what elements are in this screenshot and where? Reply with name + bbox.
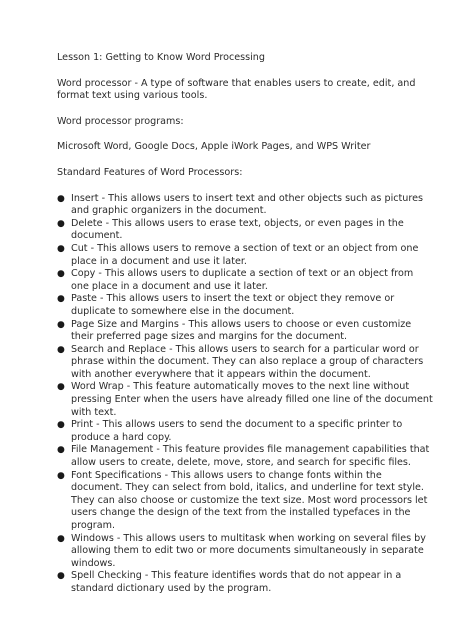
feature-text: Word Wrap - This feature automatically moves to the next line without pressing Enter when the users have already filled one line of the document with text.: [71, 381, 433, 418]
list-item: [57, 192, 434, 218]
features-heading: Standard Features of Word Processors:: [57, 166, 243, 178]
feature-text: Windows - This allows users to multitask when working on several files by allowing them to edit two or more documents simultaneously in separate windows.: [71, 532, 426, 569]
list-item: [57, 318, 434, 344]
feature-text: File Management - This feature provides file management capabilities that allow users to create, delete, move, store, and search for specific files.: [71, 444, 430, 469]
list-item: [57, 343, 434, 382]
bullet-icon: ●: [57, 533, 65, 544]
programs-heading: Word processor programs:: [57, 115, 184, 127]
lesson-title: Lesson 1: Getting to Know Word Processing: [57, 52, 265, 63]
list-item: [57, 268, 434, 293]
word-processor-definition: Word processor - A type of software that enables users to create, edit, and format text using various tools.: [57, 77, 416, 102]
bullet-icon: ●: [57, 269, 65, 280]
feature-text: Delete - This allows users to erase text, objects, or even pages in the document.: [71, 217, 404, 242]
feature-text: Font Specifications - This allows users to change fonts within the document. They can select from bold, italics, and underline for text style. They can also choose or customize the text size. Most word processors let users change the design of the text from the installed typefaces in the program.: [71, 469, 428, 531]
bullet-icon: ●: [57, 294, 65, 305]
feature-text: Copy - This allows users to duplicate a section of text or an object from one place in a document and use it later.: [71, 268, 414, 292]
bullet-icon: ●: [57, 344, 65, 355]
list-item: [57, 293, 434, 318]
feature-text: Search and Replace - This allows users to search for a particular word or phrase within the document. They can also replace a group of characters with another everywhere that it appears within the document.: [71, 343, 424, 380]
feature-text: Paste - This allows users to insert the text or object they remove or duplicate to somewhere else in the document.: [71, 293, 395, 317]
list-item: [57, 242, 434, 268]
feature-text: Spell Checking - This feature identifies words that do not appear in a standard dictionary used by the program.: [71, 570, 402, 594]
bullet-icon: ●: [57, 243, 65, 254]
feature-text: Insert - This allows users to insert text and other objects such as pictures and graphic organizers in the document.: [71, 192, 423, 217]
list-item: [57, 444, 434, 469]
bullet-icon: ●: [57, 218, 65, 229]
bullet-icon: ●: [57, 445, 65, 456]
feature-text: Cut - This allows users to remove a section of text or an object from one place in a document and use it later.: [71, 242, 419, 267]
bullet-icon: ●: [57, 571, 65, 582]
bullet-icon: ●: [57, 470, 65, 481]
features-list: [57, 193, 434, 596]
bullet-icon: ●: [57, 420, 65, 431]
bullet-icon: ●: [57, 319, 65, 330]
list-item: [57, 570, 434, 595]
list-item: [57, 419, 434, 444]
bullet-icon: ●: [57, 382, 65, 393]
list-item: [57, 217, 434, 243]
feature-text: Print - This allows users to send the document to a specific printer to produce a hard copy.: [71, 419, 403, 443]
bullet-icon: ●: [57, 193, 65, 204]
list-item: [57, 532, 434, 571]
list-item: [57, 469, 434, 533]
list-item: [57, 381, 434, 419]
programs-list: Microsoft Word, Google Docs, Apple iWork Pages, and WPS Writer: [57, 141, 371, 153]
feature-text: Page Size and Margins - This allows users to choose or even customize their preferred page sizes and margins for the document.: [71, 318, 412, 343]
